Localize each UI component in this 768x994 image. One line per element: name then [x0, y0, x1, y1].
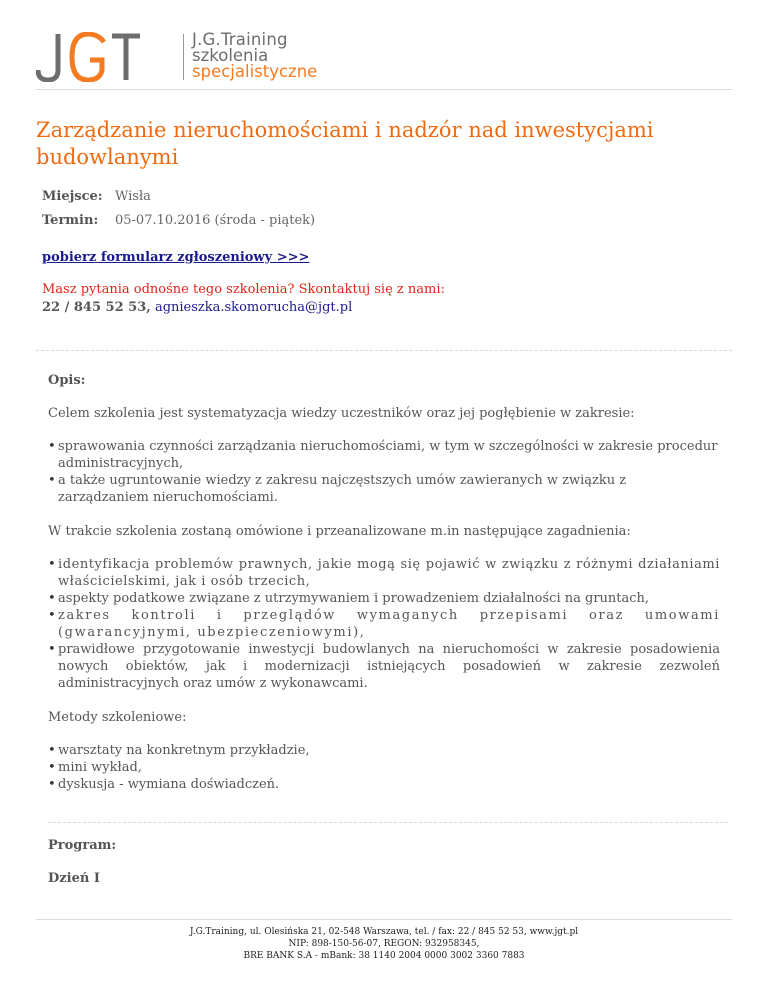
program-heading: Program:: [48, 838, 117, 853]
program-section: [48, 837, 720, 887]
description-heading: Opis:: [48, 373, 86, 388]
method-item: • mini wykład,: [48, 759, 720, 776]
company-logo: [36, 28, 732, 88]
download-form-link[interactable]: pobierz formularz zgłoszeniowy >>>: [42, 250, 310, 265]
date-label: Termin:: [42, 213, 99, 228]
program-day: Dzień I: [48, 871, 100, 886]
goals-list: [48, 438, 720, 506]
topics-list: [48, 556, 720, 692]
goal-item: • a także ugruntowanie wiedzy z zakresu najczęstszych umów zawieranych w związku z zarządzaniem nieruchomościami.: [48, 472, 720, 506]
contact-email-link[interactable]: agnieszka.skomorucha@jgt.pl: [154, 300, 353, 315]
brand-name: J.G.Training: [192, 30, 288, 49]
meta-date-row: [42, 212, 315, 236]
place-value: Wisła: [115, 189, 151, 204]
logo-separator: [183, 34, 184, 80]
topic-item: • prawidłowe przygotowanie inwestycji budowlanych na nieruchomości w zakresie posadowienia nowych obiektów, jak i modernizacji istniejących posadowień w zakresie zezwoleń administracyjnych oraz umów z wykonawcami.: [48, 641, 720, 692]
contact-block: [42, 281, 445, 317]
section-divider-top: [36, 350, 732, 351]
description-intro: Celem szkolenia jest systematyzacja wiedzy uczestników oraz jej pogłębienie w zakresie:: [48, 406, 635, 421]
section-divider-program: [48, 822, 728, 823]
topics-intro: W trakcie szkolenia zostaną omówione i przeanalizowane m.in następujące zagadnienia:: [48, 524, 631, 539]
footer-bank: BRE BANK S.A - mBank: 38 1140 2004 0000 3002 3360 7883: [243, 951, 525, 961]
course-meta: [42, 188, 315, 236]
header-divider: [36, 89, 732, 90]
method-item: • dyskusja - wymiana doświadczeń.: [48, 776, 720, 793]
footer-tax-ids: NIP: 898-150-56-07, REGON: 932958345,: [288, 939, 480, 949]
topic-item: • identyfikacja problemów prawnych, jakie mogą się pojawić w związku z różnymi działaniami właścicielskimi, jak i osób trzecich,: [48, 556, 720, 590]
meta-place-row: [42, 188, 315, 212]
brand-line-3: specjalistyczne: [192, 62, 318, 81]
methods-list: [48, 742, 720, 793]
goal-item: • sprawowania czynności zarządzania nieruchomościami, w tym w szczególności w zakresie procedur administracyjnych,: [48, 438, 720, 472]
contact-question: Masz pytania odnośne tego szkolenia? Skontaktuj się z nami:: [42, 282, 445, 297]
method-item: • warsztaty na konkretnym przykładzie,: [48, 742, 720, 759]
topic-item: • zakres kontroli i przeglądów wymaganych przepisami oraz umowami (gwarancyjnymi, ubezpieczeniowymi),: [48, 607, 720, 641]
logo-wordmark: [192, 32, 317, 80]
methods-heading: Metody szkoleniowe:: [48, 710, 187, 725]
jgt-logo-mark: [36, 32, 140, 82]
date-value: 05-07.10.2016 (środa - piątek): [115, 213, 316, 228]
contact-phone: 22 / 845 52 53,: [42, 300, 151, 315]
footer-address: J.G.Training, ul. Olesińska 21, 02-548 Warszawa, tel. / fax: 22 / 845 52 53, www.jgt.pl: [189, 927, 579, 937]
page-header: [36, 28, 732, 88]
page-footer: [36, 926, 732, 962]
page-title: Zarządzanie nieruchomościami i nadzór nad inwestycjami budowlanymi: [36, 118, 654, 169]
place-label: Miejsce:: [42, 189, 103, 204]
footer-divider: [36, 919, 732, 920]
course-description: [48, 372, 720, 793]
brand-line-2: szkolenia: [192, 46, 269, 65]
topic-item: • aspekty podatkowe związane z utrzymywaniem i prowadzeniem działalności na gruntach,: [48, 590, 720, 607]
